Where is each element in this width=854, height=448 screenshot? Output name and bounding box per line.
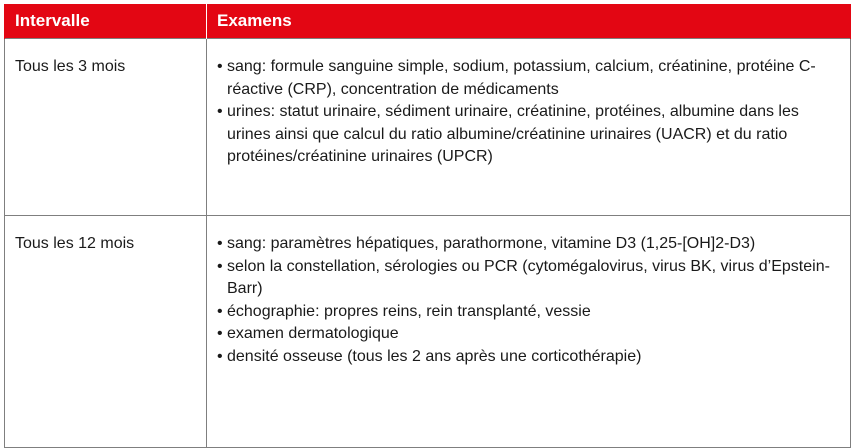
- interval-cell: Tous les 12 mois: [5, 216, 207, 448]
- exam-schedule-table: [4, 4, 851, 448]
- exam-text: sang: paramètres hépatiques, parathormone, vitamine D3 (1,25-[OH]2-D3): [227, 235, 756, 252]
- table-body: [5, 39, 851, 448]
- bullet-icon: •: [217, 257, 223, 275]
- exam-text: examen dermatologique: [227, 325, 399, 342]
- table-header: [5, 4, 851, 39]
- exam-list: [217, 233, 840, 368]
- exam-text: densité osseuse (tous les 2 ans après une corticothérapie): [227, 347, 642, 365]
- table-row: [5, 216, 851, 448]
- header-row: [5, 4, 851, 39]
- list-item: [217, 56, 840, 101]
- list-item: [217, 323, 840, 346]
- exam-text: échographie: propres reins, rein transplanté, vessie: [227, 302, 591, 320]
- bullet-icon: •: [217, 103, 223, 120]
- bullet-icon: •: [217, 235, 223, 252]
- table-row: [5, 39, 851, 216]
- list-item: [217, 101, 840, 169]
- exam-text: urines: statut urinaire, sédiment urinaire, créatinine, protéines, albumine dans les urines ainsi que calcul du ratio albumine/créatinine urinaires (UACR) et du ratio protéines/créatinine urinaires (UPCR): [227, 103, 799, 165]
- interval-cell: Tous les 3 mois: [5, 39, 207, 216]
- exams-cell: [207, 39, 851, 216]
- list-item: [217, 346, 840, 369]
- list-item: [217, 256, 840, 301]
- bullet-icon: •: [217, 58, 223, 75]
- exams-cell: [207, 216, 851, 448]
- exam-list: [217, 56, 840, 169]
- bullet-icon: •: [217, 302, 223, 320]
- header-interval: Intervalle: [5, 4, 207, 39]
- bullet-icon: •: [217, 325, 223, 342]
- exam-text: selon la constellation, sérologies ou PCR (cytomégalovirus, virus BK, virus d’Epstein-Barr): [227, 257, 830, 297]
- header-exams: Examens: [207, 4, 851, 39]
- bullet-icon: •: [217, 347, 223, 365]
- list-item: [217, 301, 840, 324]
- list-item: [217, 233, 840, 256]
- exam-text: sang: formule sanguine simple, sodium, potassium, calcium, créatinine, protéine C-réactive (CRP), concentration de médicaments: [227, 58, 816, 98]
